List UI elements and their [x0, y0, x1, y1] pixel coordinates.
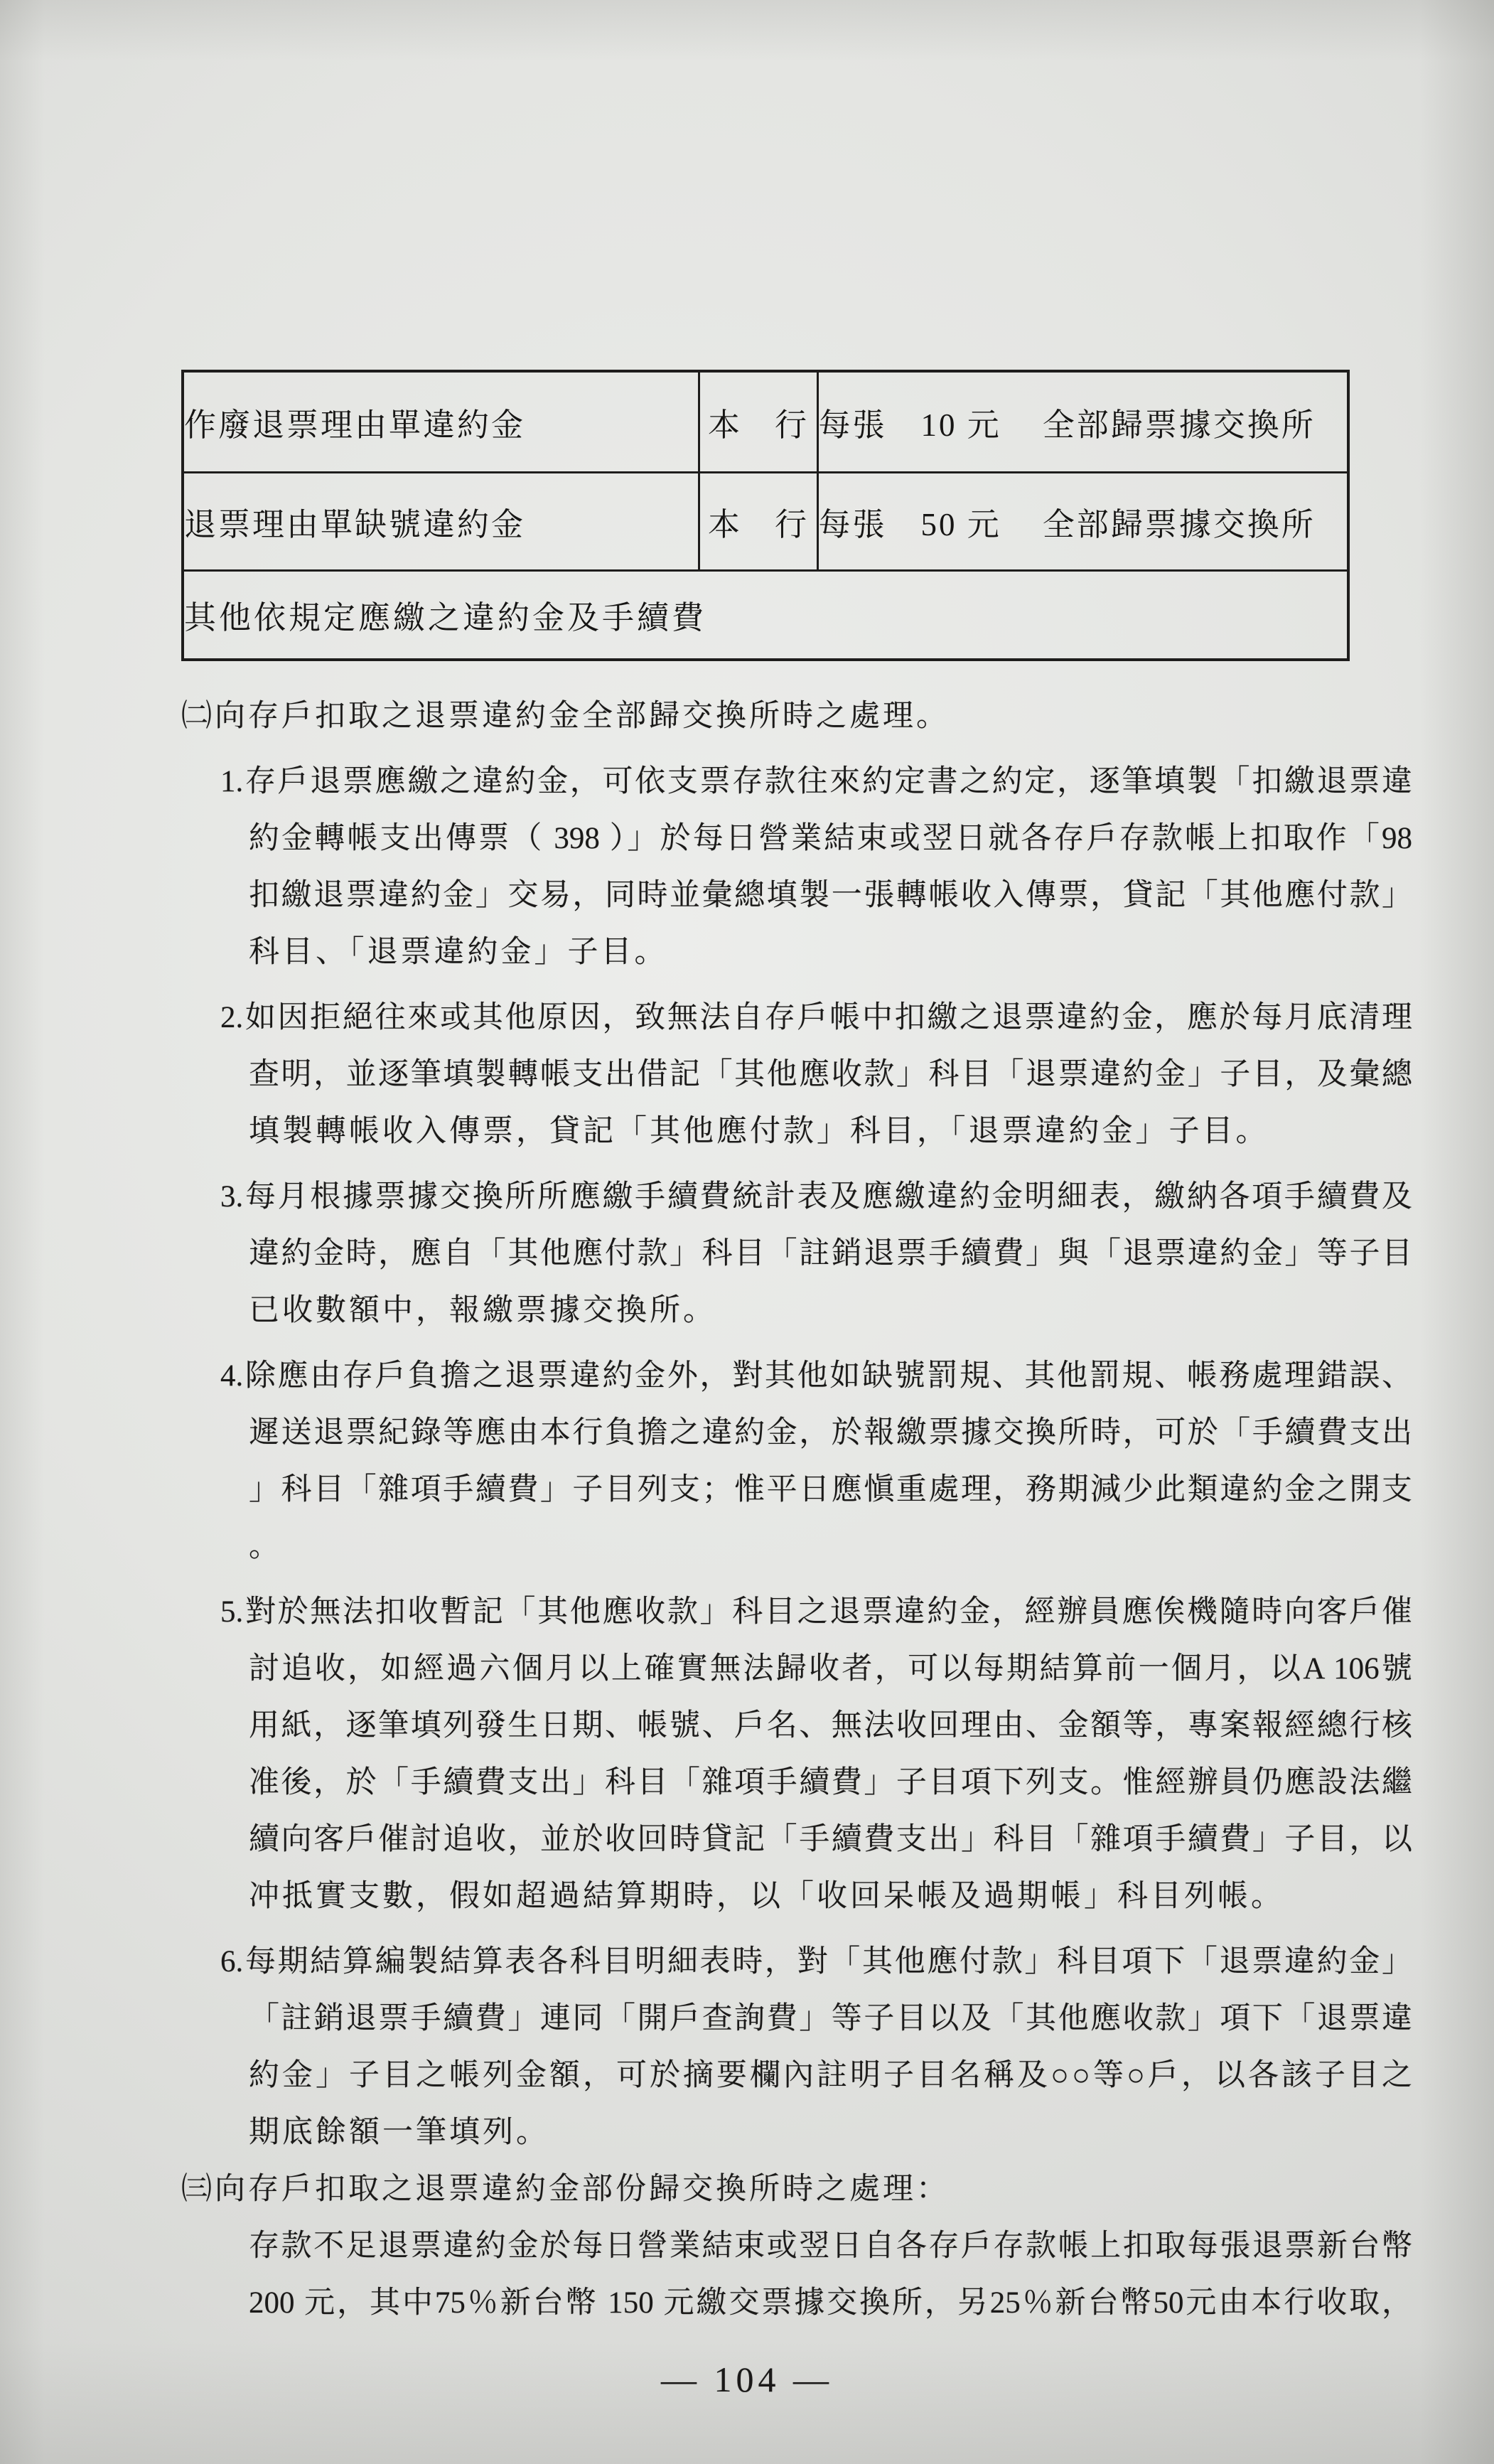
list-item-line: 遲送退票紀錄等應由本行負擔之違約金，於報繳票據交換所時，可於「手續費支出	[249, 1416, 1412, 1450]
list-item-line: 3.每月根據票據交換所所應繳手續費統計表及應繳違約金明細表，繳納各項手續費及	[220, 1180, 1412, 1214]
paragraph-line: 200 元，其中75％新台幣 150 元繳交票據交換所，另25％新台幣50元由本行收取，	[249, 2286, 1412, 2320]
fee-amount: 每張 50 元	[818, 506, 1001, 542]
list-item-line: 「註銷退票手續費」連同「開戶查詢費」等子目以及「其他應收款」項下「退票違	[249, 2002, 1412, 2035]
list-item-line: 」科目「雜項手續費」子目列支；惟平日應愼重處理，務期減少此類違約金之開支	[249, 1473, 1412, 1506]
table-row	[183, 570, 1348, 660]
list-item-line: 6.每期結算編製結算表各科目明細表時，對「其他應付款」科目項下「退票違約金」	[220, 1945, 1412, 1978]
table-footer-cell: 其他依規定應繳之違約金及手續費	[183, 570, 1348, 660]
page-number: — 104 —	[661, 2359, 833, 2399]
fee-item-cell: 退票理由單缺號違約金	[183, 472, 699, 570]
list-item-line: 討追收，如經過六個月以上確實無法歸收者，可以每期結算前一個月，以A 106號	[249, 1652, 1412, 1686]
fee-collector-cell: 本 行	[699, 371, 817, 472]
paragraph-line: 存款不足退票違約金於每日營業結束或翌日自各存戶存款帳上扣取每張退票新台幣	[249, 2229, 1412, 2263]
list-item-line: 期底餘額一筆填列。	[249, 2116, 549, 2149]
fee-table	[181, 370, 1350, 661]
fee-amount-cell	[817, 472, 1348, 570]
list-item-line: 5.對於無法扣收暫記「其他應收款」科目之退票違約金，經辦員應俟機隨時向客戶催	[220, 1595, 1412, 1629]
section-heading: ㈡向存戶扣取之退票違約金全部歸交換所時之處理。	[181, 700, 950, 733]
list-item-line: 2.如因拒絕往來或其他原因，致無法自存戶帳中扣繳之退票違約金，應於每月底清理	[220, 1001, 1412, 1034]
fee-amount-cell	[817, 371, 1348, 472]
list-item-line: 用紙，逐筆填列發生日期、帳號、戶名、無法收回理由、金額等，專案報經總行核	[249, 1709, 1412, 1742]
table-row	[183, 472, 1348, 570]
list-item-line: 查明，並逐筆填製轉帳支出借記「其他應收款」科目「退票違約金」子目，及彙總	[249, 1058, 1412, 1091]
fee-amount: 每張 10 元	[818, 407, 1001, 443]
list-item-line: 4.除應由存戶負擔之退票違約金外，對其他如缺號罰規、其他罰規、帳務處理錯誤、	[220, 1359, 1412, 1393]
section-heading: ㈢向存戶扣取之退票違約金部份歸交換所時之處理：	[181, 2173, 950, 2206]
list-item-line: 約金」子目之帳列金額，可於摘要欄內註明子目名稱及○○等○戶，以各該子目之	[249, 2059, 1412, 2092]
body-text	[181, 688, 1412, 2332]
fee-allocation: 全部歸票據交換所	[1042, 407, 1316, 443]
list-item-line: 冲抵實支數，假如超過結算期時，以「收回呆帳及過期帳」科目列帳。	[249, 1880, 1284, 1913]
list-item-line: 1.存戶退票應繳之違約金，可依支票存款往來約定書之約定，逐筆填製「扣繳退票違	[220, 765, 1412, 798]
table-row	[183, 371, 1348, 472]
list-item-line: 科目、「退票違約金」子目。	[249, 936, 668, 969]
list-item-line: 續向客戶催討追收，並於收回時貸記「手續費支出」科目「雜項手續費」子目，以	[249, 1823, 1412, 1856]
list-item-line: 。	[249, 1530, 282, 1563]
list-item-line: 扣繳退票違約金」交易，同時並彙總填製一張轉帳收入傳票，貸記「其他應付款」	[249, 879, 1412, 912]
list-item-line: 約金轉帳支出傳票（ 398 ）」於每日營業結束或翌日就各存戶存款帳上扣取作「98	[249, 822, 1412, 855]
fee-allocation: 全部歸票據交換所	[1042, 506, 1316, 542]
list-item-line: 准後，於「手續費支出」科目「雜項手續費」子目項下列支。惟經辦員仍應設法繼	[249, 1766, 1412, 1799]
fee-item-cell: 作廢退票理由單違約金	[183, 371, 699, 472]
list-item-line: 已收數額中，報繳票據交換所。	[249, 1294, 716, 1327]
list-item-line: 填製轉帳收入傳票，貸記「其他應付款」科目，「退票違約金」子目。	[249, 1115, 1269, 1148]
list-item-line: 違約金時，應自「其他應付款」科目「註銷退票手續費」與「退票違約金」等子目	[249, 1237, 1412, 1270]
fee-collector-cell: 本 行	[699, 472, 817, 570]
